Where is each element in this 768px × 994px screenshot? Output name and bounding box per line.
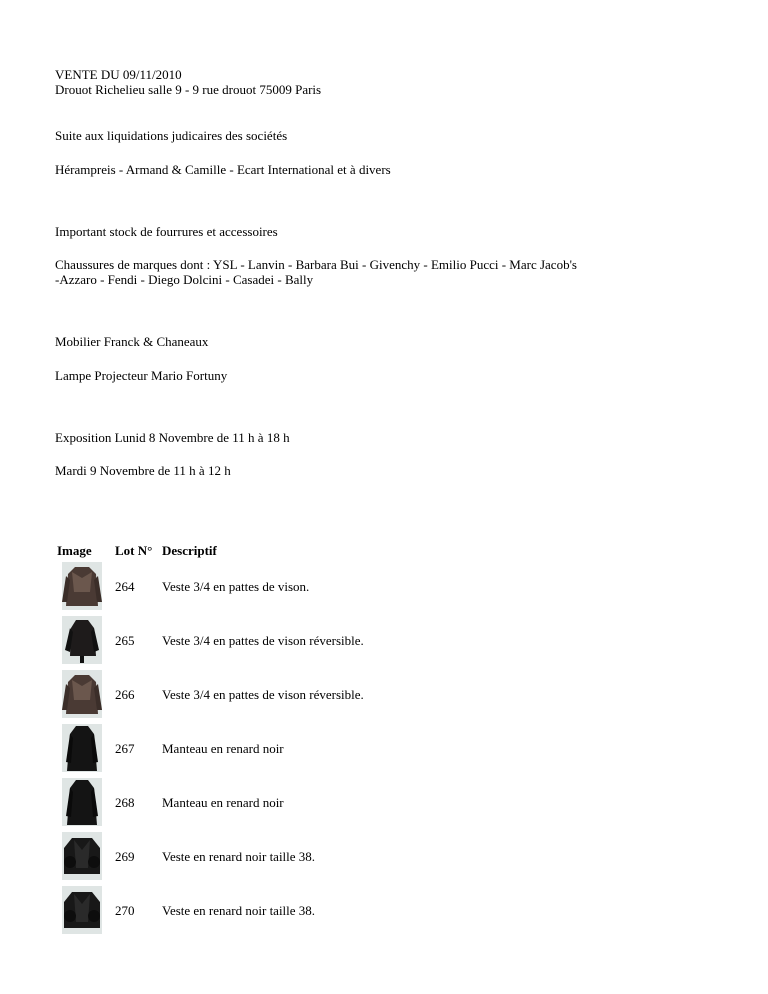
- table-row: [62, 886, 662, 934]
- intro-line: Suite aux liquidations judicaires des sociétés: [55, 128, 288, 143]
- lot-description: Veste en renard noir taille 38.: [162, 903, 316, 918]
- stock-line: Important stock de fourrures et accessoires: [55, 224, 278, 239]
- fur-jacket-image[interactable]: [62, 616, 102, 664]
- exhibition-line-2: Mardi 9 Novembre de 11 h à 12 h: [55, 463, 231, 478]
- table-row: [62, 562, 662, 610]
- lot-number: 269: [115, 849, 135, 864]
- lot-description: Veste 3/4 en pattes de vison.: [162, 579, 310, 594]
- furniture-line: Mobilier Franck & Chaneaux: [55, 334, 209, 349]
- table-row: [62, 616, 662, 664]
- companies-line: Hérampreis - Armand & Camille - Ecart International et à divers: [55, 162, 391, 177]
- lot-description: Veste en renard noir taille 38.: [162, 849, 316, 864]
- sale-venue: Drouot Richelieu salle 9 - 9 rue drouot 75009 Paris: [55, 82, 322, 97]
- table-row: [62, 724, 662, 772]
- exhibition-line-1: Exposition Lunid 8 Novembre de 11 h à 18 h: [55, 430, 290, 445]
- table-row: [62, 778, 662, 826]
- fur-jacket-image[interactable]: [62, 670, 102, 718]
- lot-number: 266: [115, 687, 135, 702]
- table-row: [62, 832, 662, 880]
- lot-description: Veste 3/4 en pattes de vison réversible.: [162, 687, 364, 702]
- column-header-lot: Lot N°: [115, 543, 153, 558]
- lot-number: 270: [115, 903, 135, 918]
- lamp-line: Lampe Projecteur Mario Fortuny: [55, 368, 228, 383]
- lot-number: 267: [115, 741, 135, 756]
- fur-jacket-image[interactable]: [62, 832, 102, 880]
- fur-jacket-image[interactable]: [62, 886, 102, 934]
- lot-number: 265: [115, 633, 135, 648]
- sale-date: VENTE DU 09/11/2010: [55, 67, 182, 82]
- lot-description: Manteau en renard noir: [162, 795, 284, 810]
- fur-coat-image[interactable]: [62, 724, 102, 772]
- shoes-brands-line-2: -Azzaro - Fendi - Diego Dolcini - Casadei - Bally: [55, 272, 314, 287]
- lot-number: 268: [115, 795, 135, 810]
- shoes-brands-line-1: Chaussures de marques dont : YSL - Lanvin - Barbara Bui - Givenchy - Emilio Pucci - Marc Jacob's: [55, 257, 577, 272]
- fur-jacket-image[interactable]: [62, 562, 102, 610]
- lot-description: Manteau en renard noir: [162, 741, 284, 756]
- column-header-description: Descriptif: [162, 543, 217, 558]
- table-row: [62, 670, 662, 718]
- column-header-image: Image: [57, 543, 92, 558]
- lot-number: 264: [115, 579, 135, 594]
- lot-description: Veste 3/4 en pattes de vison réversible.: [162, 633, 364, 648]
- fur-coat-image[interactable]: [62, 778, 102, 826]
